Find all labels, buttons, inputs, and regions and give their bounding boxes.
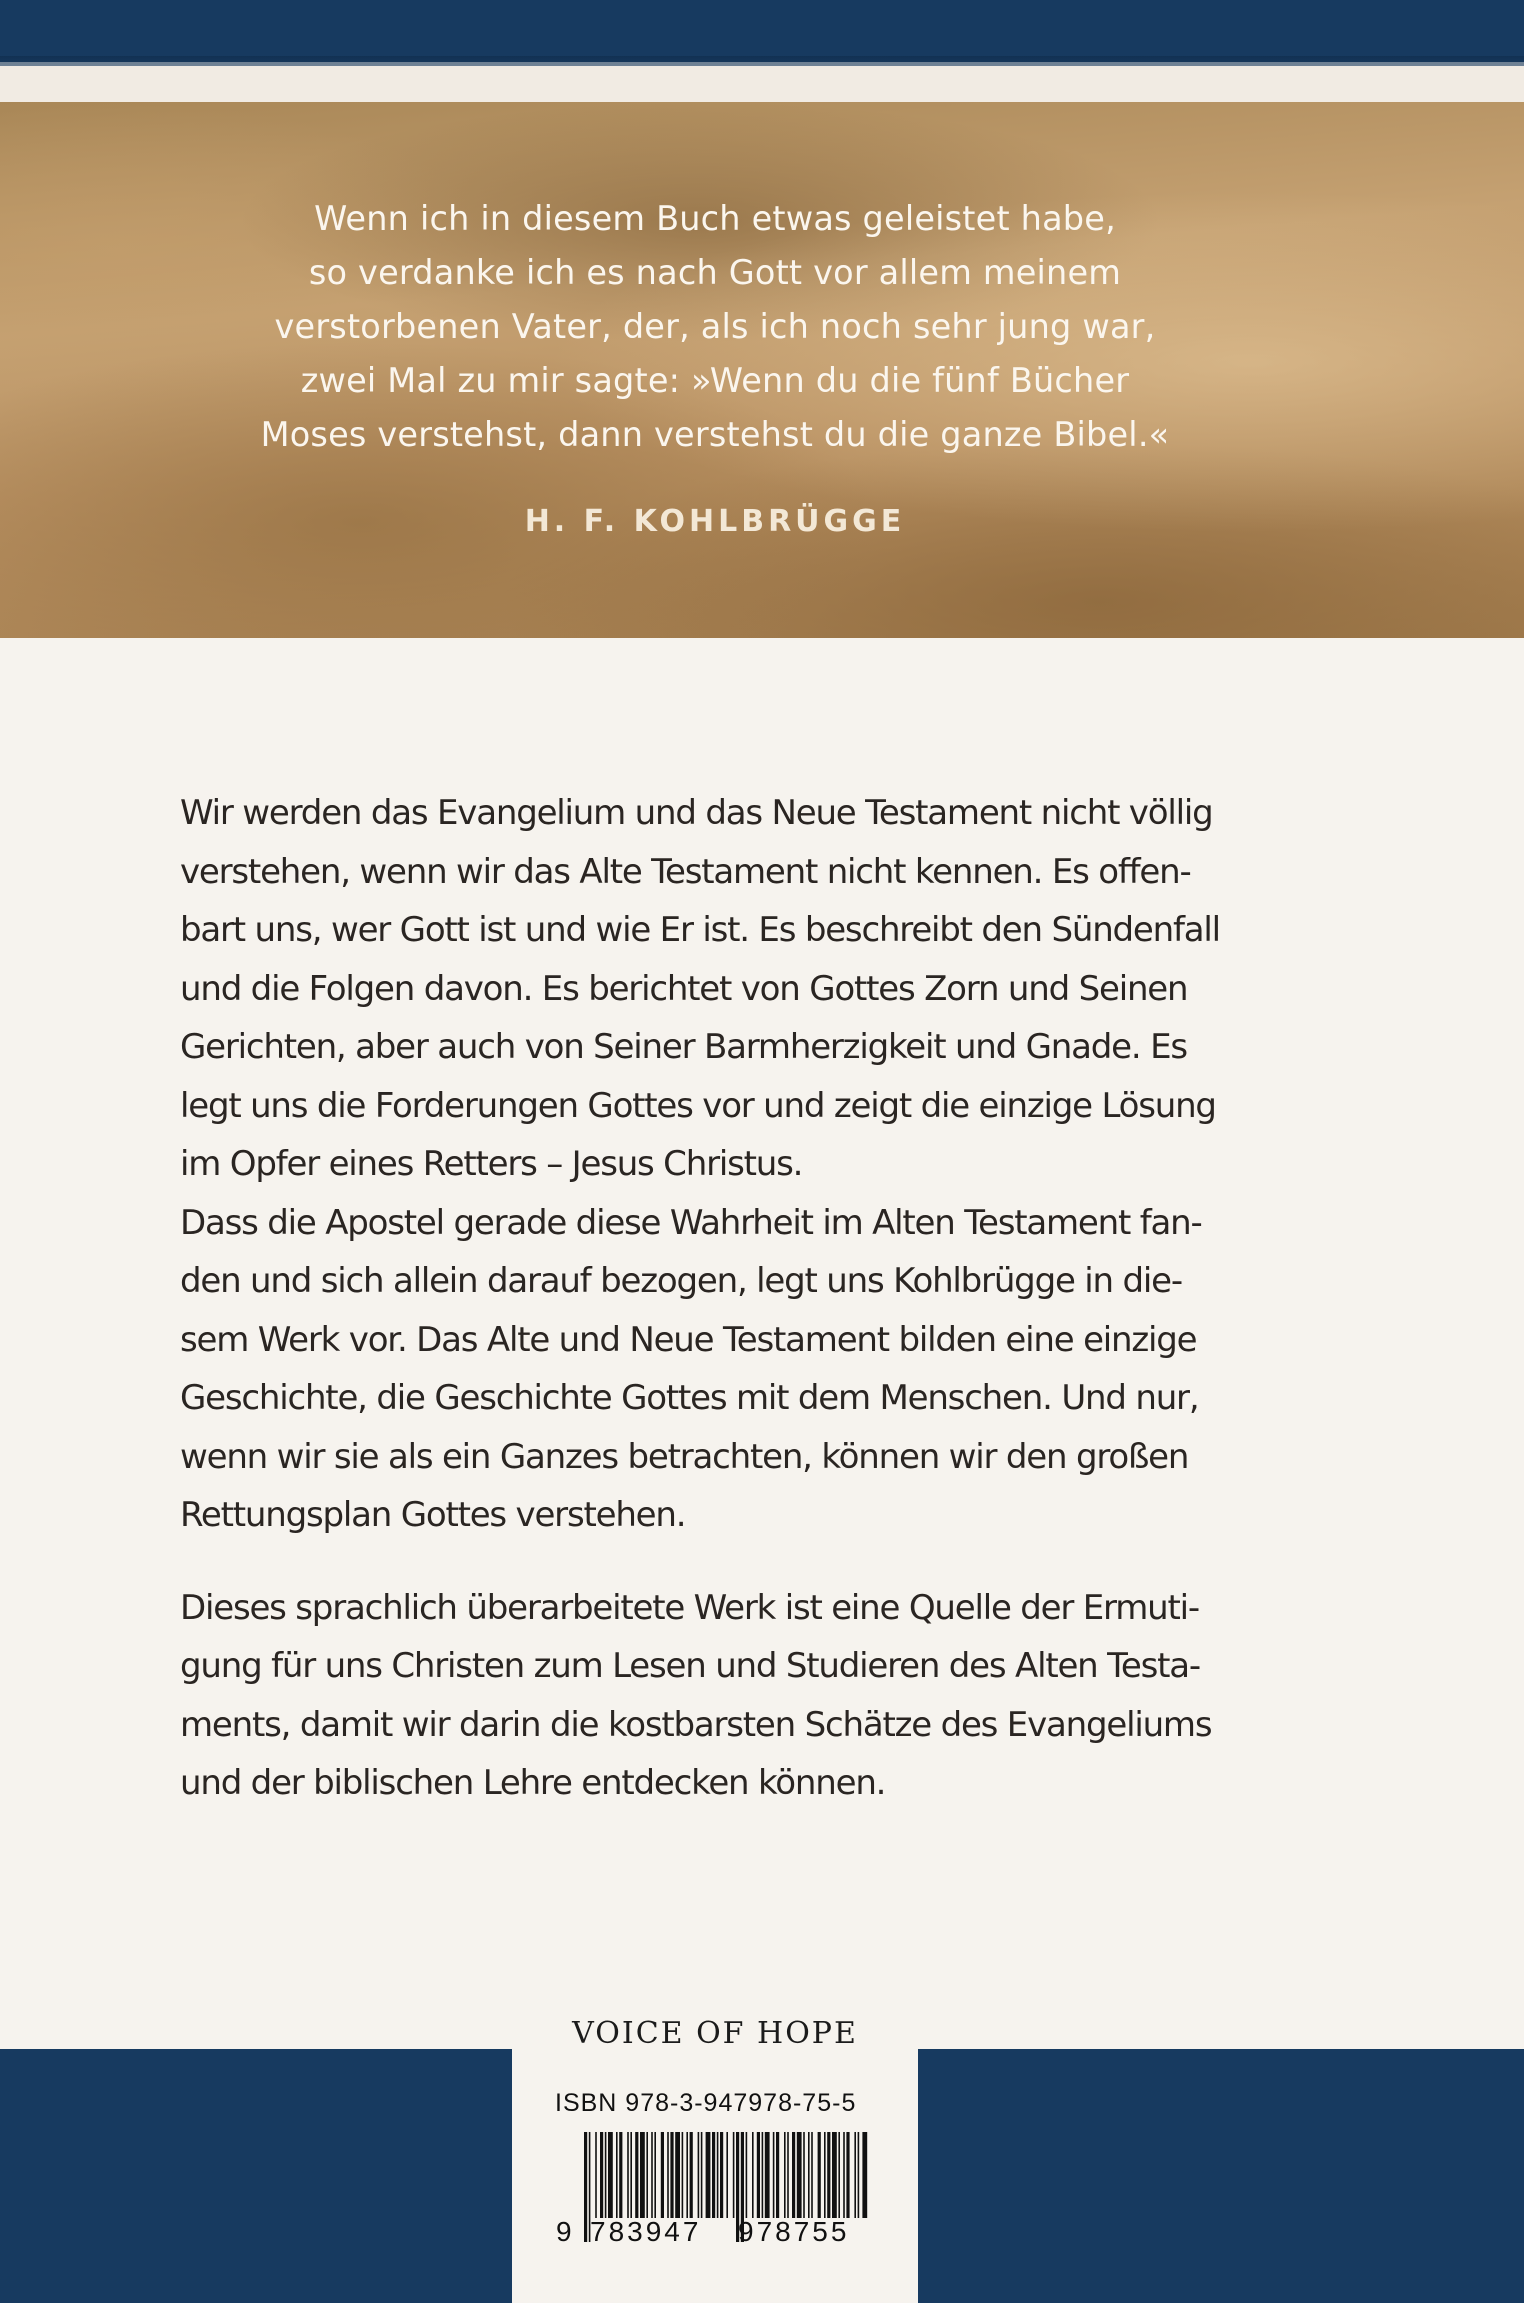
text-line: und die Folgen davon. Es berichtet von Gottes Zorn und Seinen [180,968,1188,1009]
barcode-bar [698,2132,700,2218]
text-line: ments, damit wir darin die kostbarsten Schätze des Evangeliums [180,1704,1212,1745]
barcode-bar [818,2132,821,2218]
barcode-bar [843,2132,845,2218]
barcode-bar [667,2132,669,2218]
barcode-bar [854,2132,856,2218]
quote-text [160,192,1270,462]
barcode-bar [720,2132,723,2218]
barcode-bar [787,2132,789,2218]
text-line: Geschichte, die Geschichte Gottes mit dem Menschen. Und nur, [180,1378,1199,1418]
text-line: gung für uns Christen zum Lesen und Studieren des Alten Testa- [180,1646,1200,1686]
barcode-bar [630,2132,632,2218]
text-line: Dass die Apostel gerade diese Wahrheit im Alten Testament fan- [180,1202,1202,1243]
quote-line: Moses verstehst, dann verstehst du die ganze Bibel.« [260,415,1170,454]
barcode-bar [595,2132,597,2218]
barcode-bar [762,2132,764,2218]
barcode-bar [765,2132,770,2218]
text-line: wenn wir sie als ein Ganzes betrachten, können wir den großen [180,1436,1189,1477]
barcode-bar [746,2132,748,2218]
barcode-bar [811,2132,813,2218]
quote-line: verstorbenen Vater, der, als ich noch sehr jung war, [274,307,1156,346]
barcode-bar [858,2132,860,2218]
paragraph-gap [180,1545,1260,1579]
barcode-bar [832,2132,837,2218]
barcode-bar [776,2132,779,2218]
barcode-bar [706,2132,711,2218]
blurb-paragraph-2 [180,1579,1260,1813]
blurb-paragraph-1 [180,784,1260,1545]
barcode-bar [808,2132,810,2218]
quote-line: zwei Mal zu mir sagte: »Wenn du die fünf Bücher [300,361,1130,400]
text-line: Wir werden das Evangelium und das Neue Testament nicht völlig [180,793,1213,833]
barcode-bar [701,2132,703,2218]
barcode-bar [797,2132,802,2218]
text-line: und der biblischen Lehre entdecken können. [180,1763,886,1803]
quote-line: Wenn ich in diesem Buch etwas geleistet habe, [314,199,1116,238]
text-line: den und sich allein darauf bezogen, legt uns Kohlbrügge in die- [180,1261,1182,1301]
blurb-text [180,784,1260,1813]
barcode-bar [824,2132,826,2218]
barcode-bar [682,2132,684,2218]
text-line: Dieses sprachlich überarbeitete Werk ist eine Quelle der Ermuti- [180,1587,1199,1628]
barcode-bar [670,2132,673,2218]
barcode-bar [803,2132,805,2218]
barcode-bar [757,2132,760,2218]
barcode-bar [635,2132,638,2218]
barcode-bar [712,2132,715,2218]
quote-author: H. F. KOHLBRÜGGE [524,504,906,539]
barcode-bar [651,2132,653,2218]
barcode-bar [838,2132,840,2218]
barcode-bar [608,2132,613,2218]
barcode-digits-left: 783947 [590,2216,702,2247]
barcode-bar [686,2132,688,2218]
quote-line: so verdanke ich es nach Gott vor allem meinem [308,253,1122,292]
text-line: legt uns die Forderungen Gottes vor und zeigt die einzige Lösung [180,1085,1216,1126]
text-line: sem Werk vor. Das Alte und Neue Testament bilden eine einzige [180,1319,1197,1360]
barcode-bar [584,2132,587,2242]
barcode-bar [690,2132,693,2218]
barcode-bar [661,2132,664,2218]
barcode-bar [827,2132,830,2218]
barcode-bar [773,2132,775,2218]
text-line: im Opfer eines Retters – Jesus Christus. [180,1144,803,1184]
barcode-bar [846,2132,849,2218]
barcode-bar [646,2132,648,2218]
barcode-bar [733,2132,735,2218]
barcode-bar [627,2132,629,2218]
barcode-digits-right: 978755 [738,2216,850,2247]
text-line: Rettungsplan Gottes verstehen. [180,1495,686,1535]
barcode-bar [640,2132,645,2218]
barcode-bar [675,2132,680,2218]
barcode-bar [862,2132,867,2218]
quote-panel [0,102,1524,638]
barcode-digit-first: 9 [556,2216,575,2247]
barcode-bar [784,2132,786,2218]
barcode-bar [619,2132,622,2218]
barcode-bar [792,2132,795,2218]
barcode-bar [752,2132,754,2218]
isbn-label: ISBN 978-3-947978-75-5 [555,2089,857,2117]
text-line: verstehen, wenn wir das Alte Testament nicht kennen. Es offen- [180,851,1191,892]
barcode-bar [717,2132,719,2218]
barcode-bar [616,2132,618,2218]
cream-strip [0,66,1524,102]
text-line: bart uns, wer Gott ist und wie Er ist. Es beschreibt den Sündenfall [180,910,1220,950]
barcode-bar [726,2132,728,2218]
publisher-name: VOICE OF HOPE [572,2016,858,2051]
top-navy-band [0,0,1524,62]
text-line: Gerichten, aber auch von Seiner Barmherzigkeit und Gnade. Es [180,1027,1187,1067]
barcode-bar [605,2132,607,2218]
barcode-bar [654,2132,656,2218]
barcode-bar [600,2132,603,2218]
